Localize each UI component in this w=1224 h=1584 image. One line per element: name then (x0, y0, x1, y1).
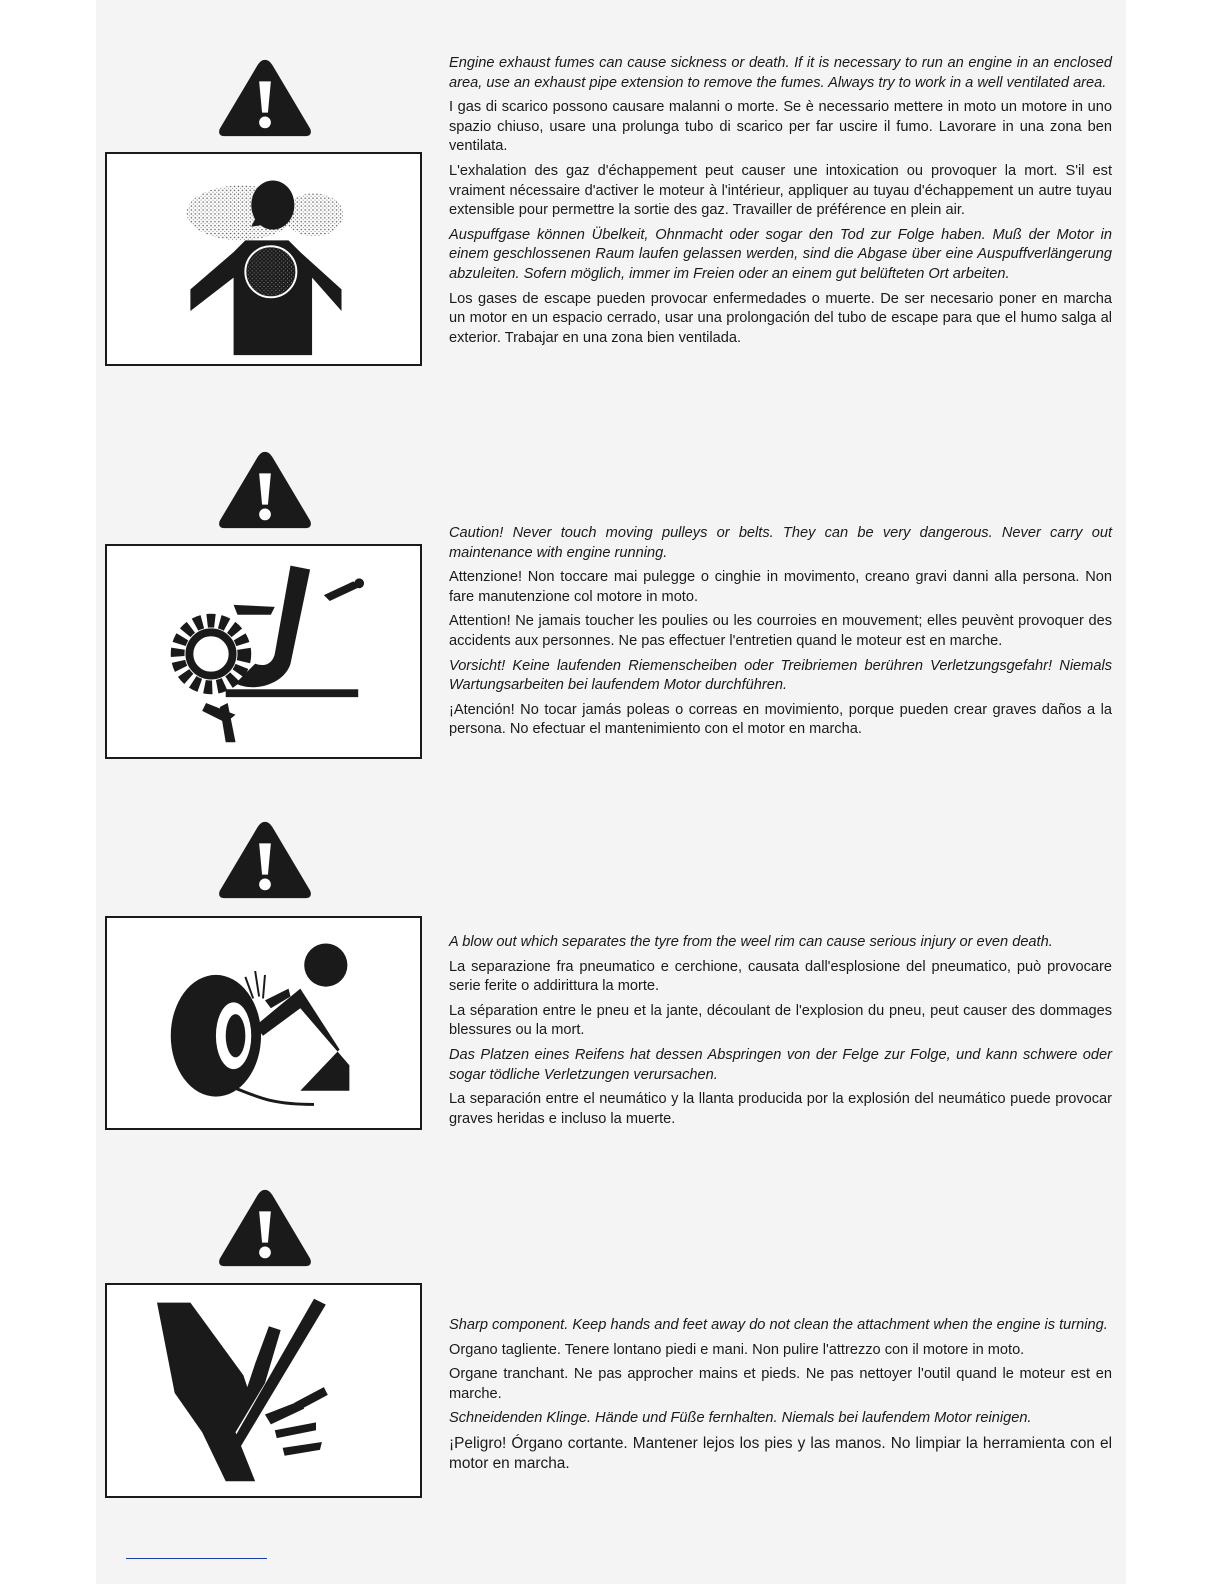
text-es: ¡Atención! No tocar jamás poleas o correas en movimiento, porque pueden crear graves daños a la persona. No efectuar el mantenimiento con el motor en marcha. (449, 701, 1112, 738)
text-it: La separazione fra pneumatico e cerchione, causata dall'esplosione del pneumatico, può provocare serie ferite o addirittura la morte. (449, 958, 1112, 995)
text-it: I gas di scarico possono causare malanni o morte. Se è necessario mettere in moto un motore in uno spazio chiuso, usare una prolunga tubo di scarico per far uscire il fumo. Lavorare in una zona ben ventilata. (449, 99, 1112, 155)
text-fr: L'exhalation des gaz d'échappement peut causer une intoxication ou provoquer la mort. S'il est vraiment nécessaire d'activer le moteur à l'intérieur, appliquer au tuyau d'échappement un autre tuyau extensible pour permettre la sortie des gaz. Travailler de préférence en plein air. (449, 162, 1112, 219)
text-de: Vorsicht! Keine laufenden Riemenscheiben oder Treibriemen berühren Verletzungsgefahr! Niemals Wartungsarbeiten bei laufendem Motor durchführen. (449, 657, 1112, 694)
exhaust-fumes-pictogram (105, 152, 422, 366)
warning-triangle-icon (216, 1186, 314, 1270)
warning-triangle-icon (216, 56, 314, 140)
text-fr: Attention! Ne jamais toucher les poulies ou les courroies en mouvement; elles peuvènt provoquer des accidents aux personnes. Ne pas effectuer l'entretien quand le moteur est en marche. (449, 613, 1112, 649)
footer-rule (126, 1558, 267, 1559)
text-block-tyre (449, 933, 1112, 1134)
text-en: Engine exhaust fumes can cause sickness or death. If it is necessary to run an engine in an enclosed area, use an exhaust pipe extension to remove the fumes. Always try to work in a well ventilated area. (449, 55, 1112, 91)
text-es: ¡Peligro! Órgano cortante. Mantener lejos los pies y las manos. No limpiar la herramienta con el motor en marcha. (449, 1434, 1112, 1472)
text-block-exhaust (449, 54, 1112, 353)
text-de: Das Platzen eines Reifens hat dessen Abspringen von der Felge zur Folge, und kann schwere oder sogar tödliche Verletzungen verursachen. (449, 1046, 1112, 1083)
text-fr: Organe tranchant. Ne pas approcher mains et pieds. Ne pas nettoyer l'outil quand le moteur est en marche. (449, 1366, 1112, 1402)
text-it: Organo tagliente. Tenere lontano piedi e mani. Non pulire l'attrezzo con il motore in moto. (449, 1341, 1025, 1358)
tyre-blowout-pictogram (105, 916, 422, 1130)
text-es: La separación entre el neumático y la llanta producida por la explosión del neumático puede provocar graves heridas e incluso la muerte. (449, 1091, 1112, 1127)
text-it: Attenzione! Non toccare mai pulegge o cinghie in movimento, creano gravi danni alla persona. Non fare manutenzione col motore in moto. (449, 569, 1112, 605)
warning-triangle-icon (216, 448, 314, 532)
text-block-blade (449, 1316, 1112, 1478)
moving-belt-pictogram (105, 544, 422, 759)
text-fr: La séparation entre le pneu et la jante, découlant de l'explosion du pneu, peut causer des dommages blessures ou la mort. (449, 1002, 1112, 1039)
text-de: Auspuffgase können Übelkeit, Ohnmacht oder sogar den Tod zur Folge haben. Muß der Motor in einem geschlossenen Raum laufen gelassen werden, sind die Abgase über eine Auspuffverlängerung abzuleiten. Sofern möglich, immer im Freien oder an einem gut belüfteten Ort arbeiten. (449, 226, 1112, 282)
text-en: Caution! Never touch moving pulleys or belts. They can be very dangerous. Never carry out maintenance with engine running. (449, 525, 1112, 561)
text-es: Los gases de escape pueden provocar enfermedades o muerte. De ser necesario poner en marcha un motor en un espacio cerrado, usar una prolongación del tubo de escape para que el humo salga al exterior. Trabajar en una zona bien ventilada. (449, 290, 1112, 346)
text-en: Sharp component. Keep hands and feet away do not clean the attachment when the engine is turning. (449, 1317, 1108, 1333)
text-block-belts (449, 524, 1112, 745)
warning-triangle-icon (216, 818, 314, 902)
sharp-blade-pictogram (105, 1283, 422, 1498)
exhaust-fumes-icon (107, 154, 420, 364)
tyre-blowout-icon (107, 918, 420, 1128)
text-en: A blow out which separates the tyre from the weel rim can cause serious injury or even death. (449, 934, 1053, 950)
sharp-blade-hand-icon (107, 1285, 420, 1496)
moving-belt-icon (107, 546, 420, 757)
text-de: Schneidenden Klinge. Hände und Füße fernhalten. Niemals bei laufendem Motor reinigen. (449, 1410, 1032, 1427)
